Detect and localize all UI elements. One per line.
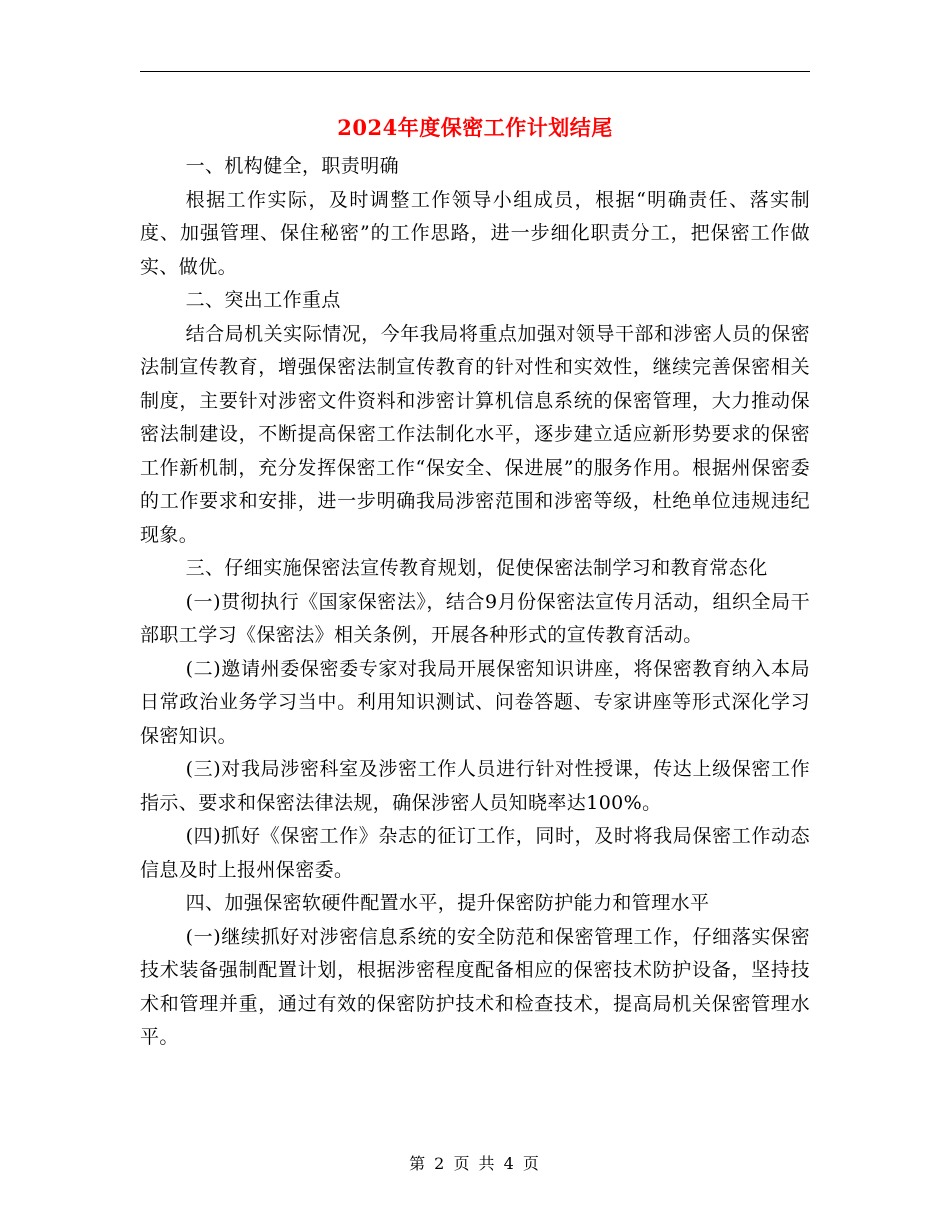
paragraph: 结合局机关实际情况，今年我局将重点加强对领导干部和涉密人员的保密法制宣传教育，增强保密法制宣传教育的针对性和实效性，继续完善保密相关制度，主要针对涉密文件资料和涉密计算机信息系统的保密管理，大力推动保密法制建设，不断提高保密工作法制化水平，逐步建立适应新形势要求的保密工作新机制，充分发挥保密工作“保安全、保进展”的服务作用。根据州保密委的工作要求和安排，进一步明确我局涉密范围和涉密等级，杜绝单位违规违纪现象。: [140, 322, 810, 546]
page-number-footer: 第 2 页 共 4 页: [409, 1154, 541, 1173]
section-heading-3: 三、仔细实施保密法宣传教育规划，促使保密法制学习和教育常态化: [185, 557, 768, 579]
header-rule: [140, 71, 810, 72]
section-heading-1: 一、机构健全，职责明确: [185, 155, 399, 177]
list-item: (二)邀请州委保密委专家对我局开展保密知识讲座，将保密教育纳入本局日常政治业务学习当中。利用知识测试、问卷答题、专家讲座等形式深化学习保密知识。: [140, 657, 810, 747]
document-title: 2024年度保密工作计划结尾: [337, 115, 613, 140]
list-item: (三)对我局涉密科室及涉密工作人员进行针对性授课，传达上级保密工作指示、要求和保密法律法规，确保涉密人员知晓率达100%。: [140, 758, 810, 814]
section-heading-4: 四、加强保密软硬件配置水平，提升保密防护能力和管理水平: [185, 892, 710, 914]
paragraph: 根据工作实际，及时调整工作领导小组成员，根据“明确责任、落实制度、加强管理、保住秘密”的工作思路，进一步细化职责分工，把保密工作做实、做优。: [140, 188, 810, 278]
list-item: (四)抓好《保密工作》杂志的征订工作，同时，及时将我局保密工作动态信息及时上报州保密委。: [140, 825, 810, 881]
list-item: (一)继续抓好对涉密信息系统的安全防范和保密管理工作，仔细落实保密技术装备强制配置计划，根据涉密程度配备相应的保密技术防护设备，坚持技术和管理并重，通过有效的保密防护技术和检查技术，提高局机关保密管理水平。: [140, 925, 810, 1048]
list-item: (一)贯彻执行《国家保密法》，结合9月份保密法宣传月活动，组织全局干部职工学习《保密法》相关条例，开展各种形式的宣传教育活动。: [140, 590, 810, 646]
section-heading-2: 二、突出工作重点: [185, 289, 341, 311]
document-body: [140, 150, 810, 1055]
